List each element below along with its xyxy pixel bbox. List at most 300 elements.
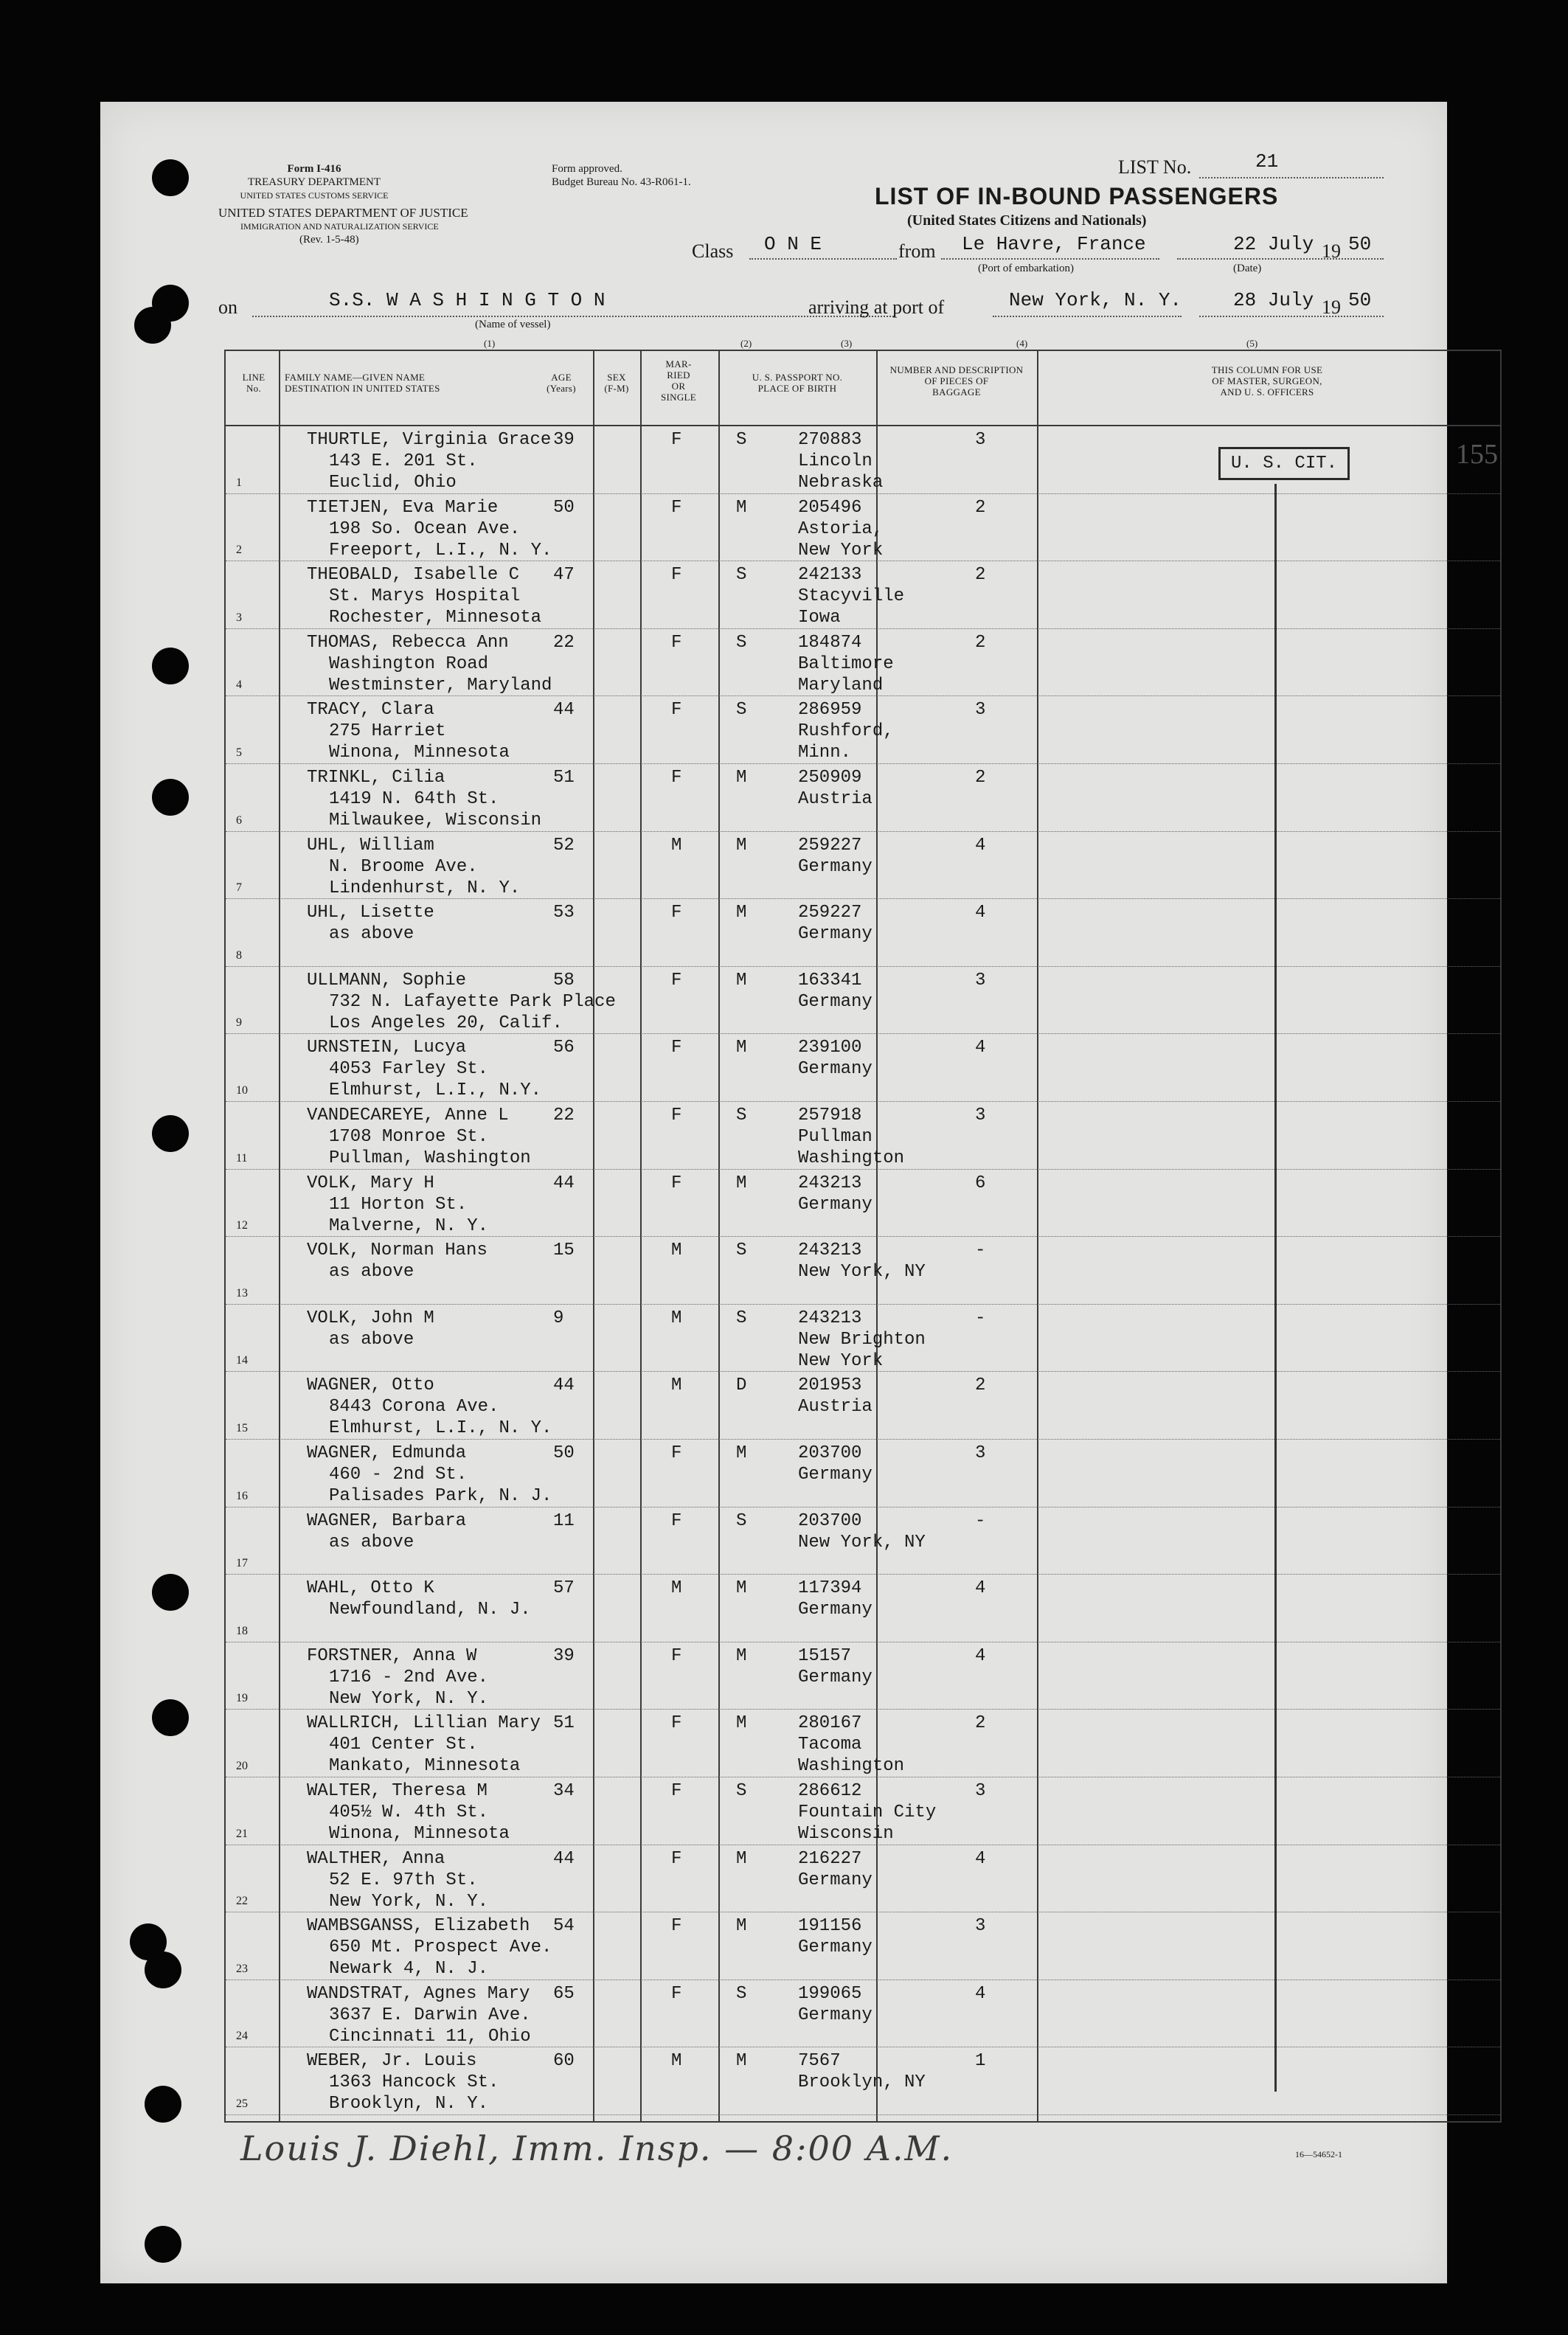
passenger-name: WALTER, Theresa M (307, 1781, 488, 1801)
passport-number: 201953 (798, 1375, 862, 1396)
address-line-1: Washington Road (329, 653, 489, 674)
line-number: 21 (236, 1827, 248, 1840)
embark-date: 22 July (1233, 233, 1314, 255)
passenger-name: WAMBSGANSS, Elizabeth (307, 1916, 530, 1937)
baggage-count: 2 (975, 1375, 986, 1396)
line-number: 12 (236, 1219, 248, 1232)
punch-hole (145, 2086, 181, 2123)
line-number: 10 (236, 1083, 248, 1097)
address-line-1: 275 Harriet (329, 721, 446, 742)
port-embark-caption: (Port of embarkation) (978, 263, 1074, 274)
birth-place-1: Germany (798, 1600, 873, 1620)
address-line-1: 52 E. 97th St. (329, 1870, 478, 1890)
age: 54 (553, 1916, 575, 1937)
hdr-married: MAR- RIED OR SINGLE (660, 358, 697, 403)
hdr-line-no: LINE No. (242, 372, 266, 394)
port-of-embarkation: Le Havre, France (962, 233, 1146, 255)
marital-status: M (736, 903, 747, 923)
passport-number: 203700 (798, 1443, 862, 1463)
birth-place-1: Germany (798, 1937, 873, 1958)
marital-status: S (736, 1781, 747, 1801)
sex: F (671, 970, 682, 990)
birth-place-1: Germany (798, 856, 873, 877)
passenger-name: WAHL, Otto K (307, 1578, 434, 1599)
passenger-name: WALTHER, Anna (307, 1848, 445, 1869)
passenger-name: TIETJEN, Eva Marie (307, 497, 499, 518)
address-line-2: Los Angeles 20, Calif. (329, 1013, 563, 1033)
line-number: 7 (236, 881, 242, 895)
marital-status: S (736, 1106, 747, 1125)
address-line-1: as above (329, 924, 414, 945)
budget-bureau: Budget Bureau No. 43-R061-1. (552, 176, 691, 188)
address-line-1: as above (329, 1262, 414, 1283)
table-row (226, 1372, 1500, 1440)
address-line-1: 732 N. Lafayette Park Place (329, 991, 616, 1012)
table-row (226, 494, 1500, 562)
address-line-1: 650 Mt. Prospect Ave. (329, 1937, 552, 1958)
birth-place-1: Baltimore (798, 653, 894, 674)
address-line-2: Pullman, Washington (329, 1148, 531, 1168)
passport-number: 243213 (798, 1173, 862, 1193)
passenger-name: THOMAS, Rebecca Ann (307, 632, 509, 653)
form-header-justice (218, 206, 468, 246)
birth-place-1: New York, NY (798, 1262, 926, 1283)
marital-status: M (736, 835, 747, 856)
line-number: 4 (236, 679, 242, 692)
hdr-name: FAMILY NAME—GIVEN NAME DESTINATION IN UNITED STATES (285, 372, 440, 394)
stamp-line (1274, 484, 1277, 2092)
age: 22 (553, 1106, 575, 1125)
table-row (226, 1507, 1500, 1575)
age: 50 (553, 1443, 575, 1463)
table-row (226, 764, 1500, 832)
table-row (226, 1102, 1500, 1170)
line-number: 23 (236, 1962, 248, 1975)
marital-status: S (736, 1510, 747, 1531)
hdr-baggage: NUMBER AND DESCRIPTION OF PIECES OF BAGGAGE (889, 364, 1024, 398)
birth-place-1: Pullman (798, 1127, 873, 1147)
passport-number: 239100 (798, 1038, 862, 1058)
baggage-count: 3 (975, 430, 986, 450)
age: 39 (553, 430, 575, 450)
passport-number: 243213 (798, 1308, 862, 1328)
birth-place-2: Washington (798, 1148, 905, 1168)
line-number: 17 (236, 1557, 248, 1570)
sex: F (671, 700, 682, 721)
passport-number: 270883 (798, 430, 862, 450)
sex: M (671, 2051, 682, 2072)
passport-number: 163341 (798, 970, 862, 990)
sex: F (671, 430, 682, 450)
table-row (226, 832, 1500, 900)
birth-place-1: Stacyville (798, 586, 905, 607)
address-line-1: 11 Horton St. (329, 1194, 468, 1215)
passport-number: 242133 (798, 565, 862, 586)
age: 52 (553, 835, 575, 856)
passenger-name: WAGNER, Otto (307, 1375, 434, 1396)
birth-place-2: Minn. (798, 743, 852, 763)
passenger-name: VANDECAREYE, Anne L (307, 1106, 509, 1125)
punch-hole (152, 1115, 189, 1152)
line-number: 14 (236, 1354, 248, 1367)
marital-status: D (736, 1375, 747, 1396)
address-line-1: 1708 Monroe St. (329, 1127, 489, 1147)
age: 56 (553, 1038, 575, 1058)
page-number: 155 (1456, 439, 1498, 470)
us-citizen-stamp: U. S. CIT. (1218, 447, 1350, 480)
form-header-left (218, 162, 410, 202)
age: 34 (553, 1781, 575, 1801)
table-row (226, 1710, 1500, 1777)
sex: F (671, 1106, 682, 1125)
age: 39 (553, 1645, 575, 1666)
marital-status: S (736, 1308, 747, 1328)
address-line-1: 1419 N. 64th St. (329, 789, 499, 809)
passenger-name: ULLMANN, Sophie (307, 970, 467, 990)
line-number: 15 (236, 1421, 248, 1434)
address-line-2: Elmhurst, L.I., N.Y. (329, 1080, 542, 1101)
table-row (226, 1777, 1500, 1845)
print-code: 16—54652-1 (1295, 2149, 1342, 2159)
table-row (226, 1980, 1500, 2048)
col-num-4: (4) (1016, 338, 1028, 349)
table-row (226, 1170, 1500, 1238)
birth-place-2: New York (798, 540, 884, 561)
passenger-name: TRINKL, Cilia (307, 768, 445, 788)
sex: F (671, 565, 682, 586)
hdr-age: AGE (Years) (547, 372, 576, 394)
marital-status: S (736, 700, 747, 721)
list-no-label: LIST No. (1118, 156, 1192, 178)
age: 9 (553, 1308, 564, 1328)
marital-status: M (736, 768, 747, 788)
line-number: 3 (236, 611, 242, 624)
marital-status: M (736, 1848, 747, 1869)
baggage-count: - (975, 1510, 986, 1531)
passport-number: 184874 (798, 632, 862, 653)
address-line-1: as above (329, 1532, 414, 1552)
line-number: 9 (236, 1016, 242, 1030)
passport-number: 199065 (798, 1983, 862, 2004)
passenger-name: VOLK, John M (307, 1308, 434, 1328)
punch-hole (145, 1951, 181, 1988)
address-line-1: 198 So. Ocean Ave. (329, 518, 521, 539)
baggage-count: - (975, 1308, 986, 1328)
address-line-2: Euclid, Ohio (329, 473, 457, 493)
line-number: 13 (236, 1286, 248, 1300)
birth-place-2: Maryland (798, 675, 884, 695)
passenger-name: UHL, Lisette (307, 903, 434, 923)
baggage-count: 1 (975, 2051, 986, 2072)
baggage-count: 4 (975, 903, 986, 923)
line-number: 19 (236, 1692, 248, 1705)
age: 53 (553, 903, 575, 923)
passenger-table (224, 338, 1502, 2123)
marital-status: M (736, 1578, 747, 1599)
punch-hole (152, 1574, 189, 1611)
passenger-name: THEOBALD, Isabelle C (307, 565, 520, 586)
passenger-name: TRACY, Clara (307, 700, 434, 721)
marital-status: M (736, 2051, 747, 2072)
age: 57 (553, 1578, 575, 1599)
age: 15 (553, 1241, 575, 1261)
passenger-name: THURTLE, Virginia Grace (307, 430, 552, 450)
baggage-count: 3 (975, 1916, 986, 1937)
line-number: 20 (236, 1759, 248, 1772)
table-row (226, 561, 1500, 629)
address-line-2: Rochester, Minnesota (329, 608, 542, 628)
birth-place-1: Germany (798, 924, 873, 945)
table-row (226, 1912, 1500, 1980)
passport-number: 286959 (798, 700, 862, 721)
arriving-label: arriving at port of (808, 296, 945, 318)
address-line-2: Mankato, Minnesota (329, 1756, 521, 1777)
marital-status: M (736, 1038, 747, 1058)
embark-year: 50 (1348, 233, 1372, 255)
passenger-name: WALLRICH, Lillian Mary (307, 1713, 541, 1734)
baggage-count: 4 (975, 1983, 986, 2004)
birth-place-1: Brooklyn, NY (798, 2072, 926, 2093)
age: 44 (553, 1848, 575, 1869)
address-line-1: N. Broome Ave. (329, 856, 478, 877)
passport-number: 257918 (798, 1106, 862, 1125)
age: 65 (553, 1983, 575, 2004)
birth-place-2: Washington (798, 1756, 905, 1777)
birth-place-2: Wisconsin (798, 1824, 894, 1844)
birth-place-2: Iowa (798, 608, 841, 628)
sex: F (671, 1173, 682, 1193)
address-line-1: 460 - 2nd St. (329, 1465, 468, 1485)
passenger-name: WANDSTRAT, Agnes Mary (307, 1983, 530, 2004)
passport-number: 259227 (798, 903, 862, 923)
birth-place-1: Rushford, (798, 721, 894, 742)
sex: F (671, 1916, 682, 1937)
table-row (226, 967, 1500, 1035)
baggage-count: 2 (975, 632, 986, 653)
table-row (226, 1305, 1500, 1373)
form-number: Form I-416 (287, 163, 341, 175)
baggage-count: 3 (975, 1781, 986, 1801)
address-line-1: 401 Center St. (329, 1735, 478, 1755)
line-number: 24 (236, 2030, 248, 2043)
line-number: 6 (236, 813, 242, 827)
punch-hole (152, 1699, 189, 1736)
marital-status: M (736, 1916, 747, 1937)
punch-hole (145, 2226, 181, 2263)
age: 44 (553, 700, 575, 721)
from-label: from (898, 240, 936, 262)
punch-hole (134, 307, 171, 344)
sex: F (671, 1510, 682, 1531)
birth-place-1: Germany (798, 1870, 873, 1890)
address-line-2: New York, N. Y. (329, 1891, 489, 1912)
hdr-officers: THIS COLUMN FOR USE OF MASTER, SURGEON, AND U. S. OFFICERS (1211, 364, 1323, 398)
marital-status: S (736, 1241, 747, 1261)
birth-place-2: New York (798, 1350, 884, 1371)
sex: F (671, 632, 682, 653)
age: 44 (553, 1375, 575, 1396)
passenger-name: UHL, William (307, 835, 434, 856)
sex: M (671, 1308, 682, 1328)
marital-status: S (736, 632, 747, 653)
birth-place-1: Germany (798, 1194, 873, 1215)
address-line-2: Malverne, N. Y. (329, 1215, 489, 1236)
age: 11 (553, 1510, 575, 1531)
baggage-count: 2 (975, 1713, 986, 1734)
passenger-name: WAGNER, Barbara (307, 1510, 467, 1531)
birth-place-1: Austria (798, 789, 873, 809)
passport-number: 250909 (798, 768, 862, 788)
birth-place-1: Astoria, (798, 518, 884, 539)
baggage-count: 3 (975, 970, 986, 990)
baggage-count: 4 (975, 1848, 986, 1869)
embark-year-prefix: 19 (1322, 240, 1341, 262)
passport-number: 243213 (798, 1241, 862, 1261)
address-line-2: Elmhurst, L.I., N. Y. (329, 1418, 552, 1439)
address-line-2: Brooklyn, N. Y. (329, 2094, 489, 2114)
form-approved: Form approved. (552, 163, 622, 175)
address-line-1: 4053 Farley St. (329, 1059, 489, 1080)
baggage-count: - (975, 1241, 986, 1261)
page-title: LIST OF IN-BOUND PASSENGERS (875, 183, 1279, 209)
punch-hole (152, 648, 189, 684)
marital-status: M (736, 1645, 747, 1666)
age: 47 (553, 565, 575, 586)
baggage-count: 2 (975, 565, 986, 586)
address-line-1: Newfoundland, N. J. (329, 1600, 531, 1620)
address-line-1: as above (329, 1329, 414, 1350)
address-line-2: Winona, Minnesota (329, 1824, 510, 1844)
col-num-2: (2) (740, 338, 752, 349)
birth-place-1: New Brighton (798, 1329, 926, 1350)
treasury-dept: TREASURY DEPARTMENT (247, 176, 381, 188)
passport-number: 15157 (798, 1645, 852, 1666)
address-line-2: Cincinnati 11, Ohio (329, 2026, 531, 2047)
passport-number: 259227 (798, 835, 862, 856)
age: 51 (553, 1713, 575, 1734)
line-number: 25 (236, 2097, 248, 2110)
table-row (226, 1642, 1500, 1710)
class-value: O N E (764, 233, 822, 255)
birth-place-1: Tacoma (798, 1735, 862, 1755)
passport-number: 280167 (798, 1713, 862, 1734)
table-row (226, 899, 1500, 967)
address-line-2: Newark 4, N. J. (329, 1959, 489, 1980)
punch-hole (152, 779, 189, 816)
arrival-port: New York, N. Y. (1009, 289, 1182, 311)
baggage-count: 2 (975, 768, 986, 788)
address-line-2: Winona, Minnesota (329, 743, 510, 763)
page-subtitle: (United States Citizens and Nationals) (907, 212, 1147, 229)
list-no-value: 21 (1255, 150, 1279, 173)
date-caption: (Date) (1233, 263, 1262, 274)
line-number: 11 (236, 1151, 248, 1165)
baggage-count: 4 (975, 1645, 986, 1666)
birth-place-1: Germany (798, 991, 873, 1012)
baggage-count: 2 (975, 497, 986, 518)
col-num-3: (3) (841, 338, 853, 349)
address-line-1: 143 E. 201 St. (329, 451, 478, 471)
address-line-1: 405½ W. 4th St. (329, 1803, 489, 1822)
table-row (226, 696, 1500, 764)
passenger-name: FORSTNER, Anna W (307, 1645, 477, 1666)
birth-place-1: New York, NY (798, 1532, 926, 1552)
sex: F (671, 1848, 682, 1869)
address-line-1: 3637 E. Darwin Ave. (329, 2005, 531, 2025)
table-row (226, 629, 1500, 697)
passport-number: 286612 (798, 1781, 862, 1801)
sex: F (671, 1645, 682, 1666)
hdr-sex: SEX (F-M) (604, 372, 629, 394)
table-row (226, 1575, 1500, 1642)
sex: F (671, 903, 682, 923)
line-number: 1 (236, 476, 242, 489)
ins-service: IMMIGRATION AND NATURALIZATION SERVICE (240, 221, 439, 232)
sex: F (671, 1443, 682, 1463)
birth-place-1: Germany (798, 1667, 873, 1687)
line-number: 16 (236, 1489, 248, 1502)
birth-place-1: Fountain City (798, 1803, 937, 1822)
passenger-name: WAGNER, Edmunda (307, 1443, 467, 1463)
passenger-name: WEBER, Jr. Louis (307, 2051, 477, 2072)
birth-place-1: Lincoln (798, 451, 873, 471)
sex: F (671, 768, 682, 788)
age: 51 (553, 768, 575, 788)
table-row (226, 2047, 1500, 2115)
line-number: 2 (236, 544, 242, 557)
sex: M (671, 1241, 682, 1261)
marital-status: S (736, 430, 747, 450)
address-line-2: New York, N. Y. (329, 1688, 489, 1709)
sex: F (671, 1038, 682, 1058)
baggage-count: 3 (975, 1106, 986, 1125)
sex: M (671, 835, 682, 856)
col-num-5: (5) (1246, 338, 1258, 349)
form-revision: (Rev. 1-5-48) (299, 234, 359, 246)
birth-place-2: Nebraska (798, 473, 884, 493)
address-line-2: Palisades Park, N. J. (329, 1486, 552, 1506)
marital-status: S (736, 1983, 747, 2004)
baggage-count: 6 (975, 1173, 986, 1193)
age: 60 (553, 2051, 575, 2072)
marital-status: M (736, 497, 747, 518)
address-line-1: 1363 Hancock St. (329, 2072, 499, 2093)
birth-place-1: Germany (798, 1465, 873, 1485)
table-row (226, 1034, 1500, 1102)
passport-number: 203700 (798, 1510, 862, 1531)
address-line-2: Lindenhurst, N. Y. (329, 878, 521, 898)
address-line-2: Milwaukee, Wisconsin (329, 811, 542, 830)
form-approval (552, 162, 691, 189)
line-number: 5 (236, 746, 242, 759)
address-line-1: St. Marys Hospital (329, 586, 521, 607)
age: 58 (553, 970, 575, 990)
passport-number: 191156 (798, 1916, 862, 1937)
sex: M (671, 1578, 682, 1599)
on-label: on (218, 296, 237, 318)
marital-status: M (736, 970, 747, 990)
passenger-name: VOLK, Mary H (307, 1173, 434, 1193)
line-number: 22 (236, 1895, 248, 1908)
sex: F (671, 1781, 682, 1801)
col-num-1: (1) (484, 338, 496, 349)
inspector-signature: Louis J. Diehl, Imm. Insp. — 8:00 A.M. (240, 2128, 954, 2168)
address-line-1: 1716 - 2nd Ave. (329, 1667, 489, 1687)
address-line-2: Freeport, L.I., N. Y. (329, 540, 552, 561)
class-label: Class (692, 240, 734, 262)
arrival-year-prefix: 19 (1322, 296, 1341, 318)
hdr-passport: U. S. PASSPORT NO. PLACE OF BIRTH (752, 372, 843, 394)
